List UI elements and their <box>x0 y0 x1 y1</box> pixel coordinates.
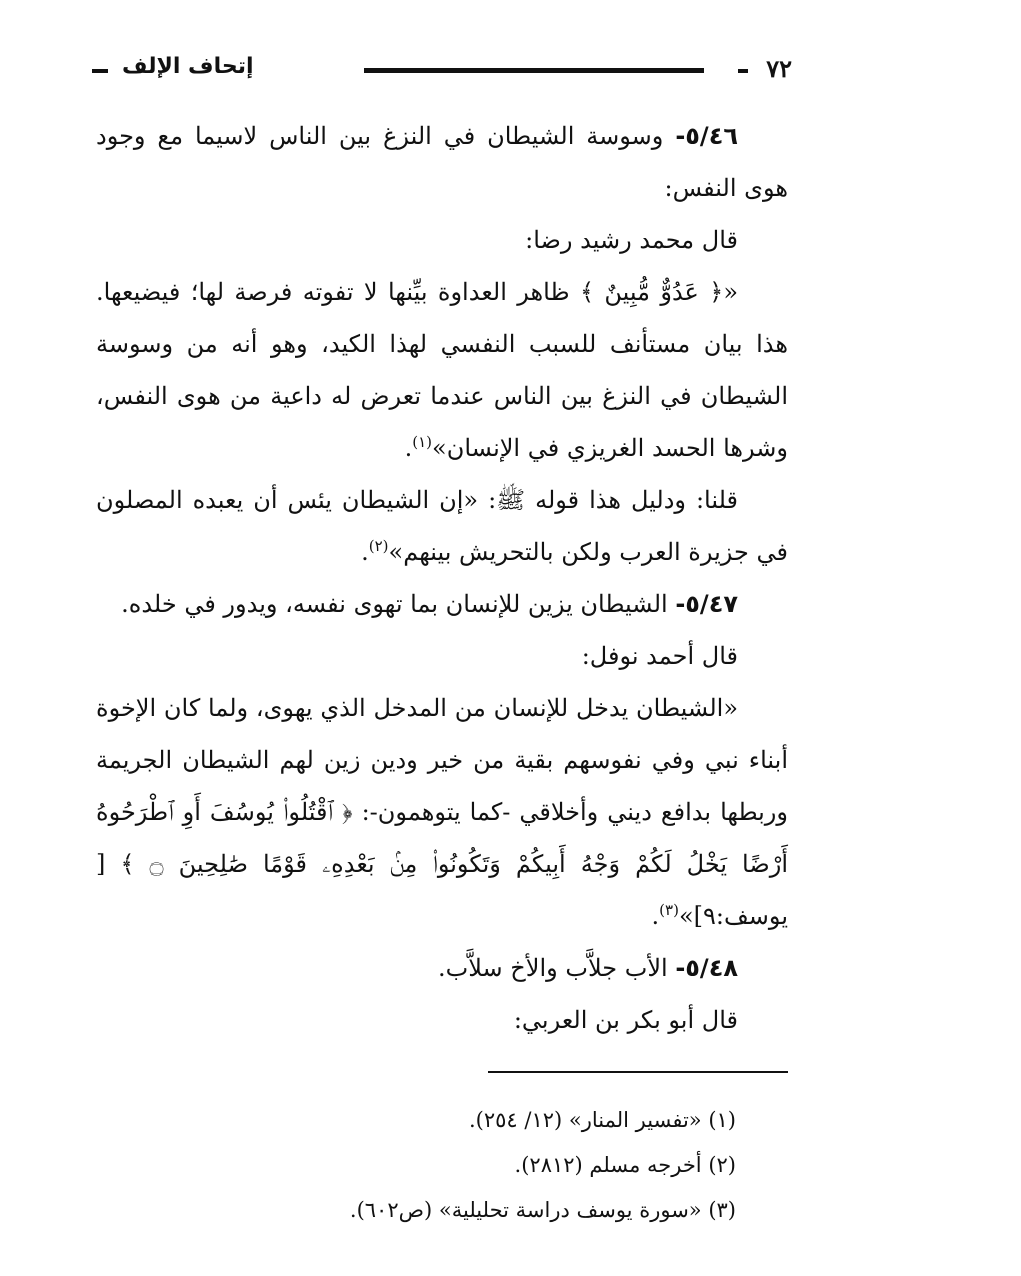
item-title: الشيطان يزين للإنسان بما تهوى نفسه، ويدور في خلده. <box>121 590 676 618</box>
commentary-text: قلنا: ودليل هذا قوله ﷺ: «إن الشيطان يئس أن يعبده المصلون في جزيرة العرب ولكن بالتحريش بينهم» <box>96 486 788 566</box>
footnote-1: (١) «تفسير المنار» (١٢/ ٢٥٤). <box>468 1108 736 1132</box>
quote-attribution: قال أبو بكر بن العربي: <box>513 1006 738 1034</box>
item-number: ٥/٤٨- <box>675 954 738 982</box>
quote-paragraph: «الشيطان يدخل للإنسان من المدخل الذي يهوى، ولما كان الإخوة أبناء نبي وفي نفوسهم بقية من خير ودين زين لهم الشيطان الجريمة وربطها بدافع ديني وأخلاقي -كما يتوهمون-: ﴿ ٱقْتُلُوا۟ يُوسُفَ أَوِ ٱطْرَحُوهُ أَرْضًا يَخْلُ لَكُمْ وَجْهُ أَبِيكُمْ وَتَكُونُوا۟ مِنۢ بَعْدِهِۦ قَوْمًا صَٰلِحِينَ ۝ ﴾ [ يوسف:٩]»$^{(٣)}$. <box>96 694 789 930</box>
header-dash-left <box>92 69 108 73</box>
commentary-paragraph: قلنا: ودليل هذا قوله ﷺ: «إن الشيطان يئس أن يعبده المصلون في جزيرة العرب ولكن بالتحريش بينهم»$^{(٢)}$. <box>96 486 788 566</box>
item-number: ٥/٤٦- <box>675 122 738 150</box>
item-title: الأب جلاَّب والأخ سلاَّب. <box>438 954 676 982</box>
paragraph-46-heading <box>96 110 788 214</box>
quote-text: «﴿ عَدُوٌّ مُّبِينٌ ﴾ ظاهر العداوة بيِّنها لا تفوته فرصة لها؛ فيضيعها. هذا بيان مستأنف للسبب النفسي لهذا الكيد، وهو أنه من وسوسة الشيطان في النزغ بين الناس عندما تعرض له داعية من هوى النفس، وشرها الحسد الغريزي في الإنسان» <box>96 278 788 462</box>
header-rule <box>364 68 704 73</box>
footnotes <box>300 1098 736 1233</box>
item-number: ٥/٤٧- <box>675 590 738 618</box>
item-title: وسوسة الشيطان في النزغ بين الناس لاسيما مع وجود هوى النفس: <box>96 122 788 202</box>
quote-text: «الشيطان يدخل للإنسان من المدخل الذي يهوى، ولما كان الإخوة أبناء نبي وفي نفوسهم بقية من خير ودين زين لهم الشيطان الجريمة وربطها بدافع ديني وأخلاقي -كما يتوهمون-: ﴿ ٱقْتُلُوا۟ يُوسُفَ أَوِ ٱطْرَحُوهُ أَرْضًا يَخْلُ لَكُمْ وَجْهُ أَبِيكُمْ وَتَكُونُوا۟ مِنۢ بَعْدِهِۦ قَوْمًا صَٰلِحِينَ ۝ ﴾ [ يوسف:٩]» <box>96 694 789 930</box>
footnote-ref: (٣) <box>659 901 679 919</box>
paragraph-47-heading <box>96 578 788 630</box>
paragraph-48-heading <box>96 942 788 994</box>
footnote-ref: (٢) <box>368 537 389 555</box>
book-title: إتحاف الإلف <box>122 54 254 79</box>
page-number: ٧٢ <box>766 54 792 83</box>
quote-paragraph: «﴿ عَدُوٌّ مُّبِينٌ ﴾ ظاهر العداوة بيِّنها لا تفوته فرصة لها؛ فيضيعها. هذا بيان مستأنف للسبب النفسي لهذا الكيد، وهو أنه من وسوسة الشيطان في النزغ بين الناس عندما تعرض له داعية من هوى النفس، وشرها الحسد الغريزي في الإنسان»$^{(١)}$. <box>96 278 788 462</box>
footnote-2: (٢) أخرجه مسلم (٢٨١٢). <box>514 1153 736 1177</box>
footnote-ref: (١) <box>412 433 433 451</box>
quote-attribution: قال أحمد نوفل: <box>581 642 738 670</box>
main-text <box>96 110 788 1046</box>
running-header <box>92 52 792 92</box>
footnote-3: (٣) «سورة يوسف دراسة تحليلية» (ص٦٠٢). <box>349 1198 736 1222</box>
quote-attribution: قال محمد رشيد رضا: <box>525 226 738 254</box>
footnote-separator <box>488 1071 788 1073</box>
header-dash-right <box>738 69 748 73</box>
